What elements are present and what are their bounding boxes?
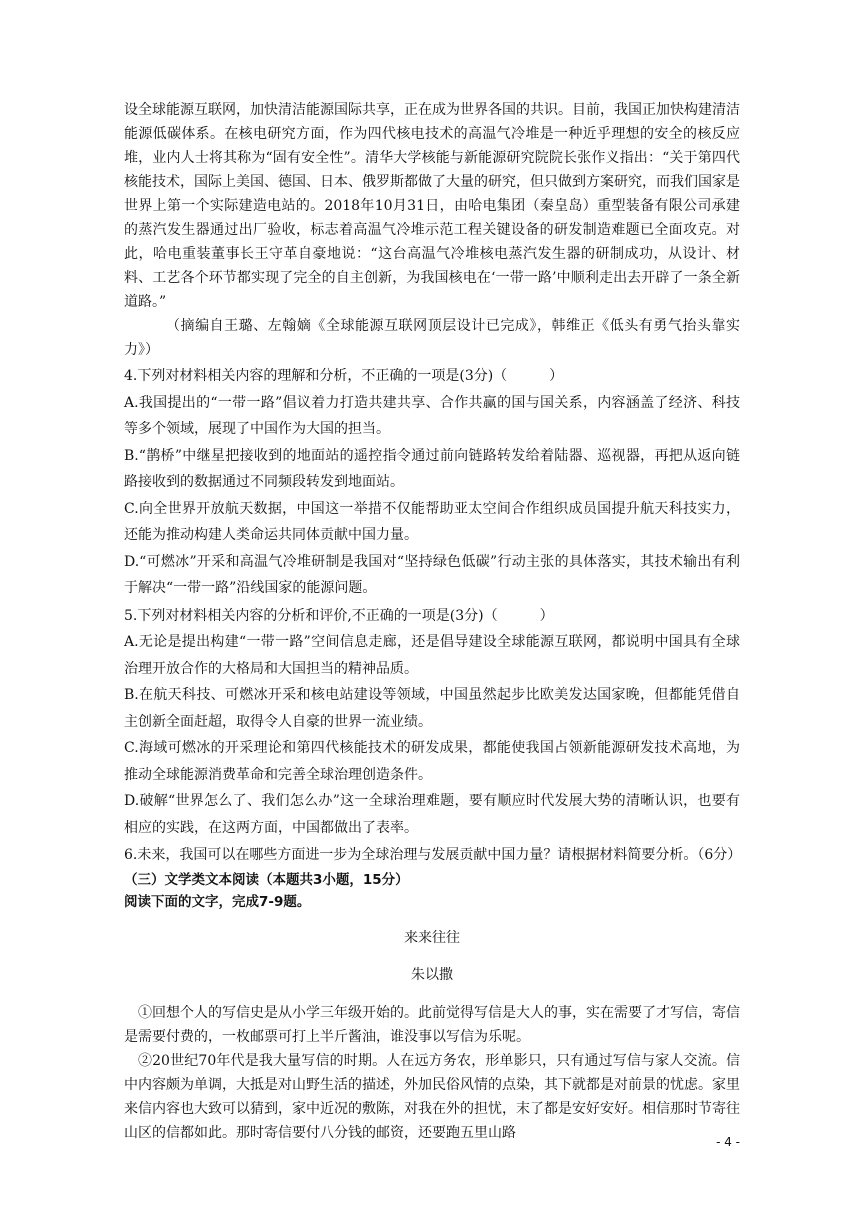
source-citation: （摘编自王璐、左翰嫡《全球能源互联网顶层设计已完成》，韩维正《低头有勇气抬头靠实力》）	[124, 318, 740, 358]
option-b: B.在航天科技、可燃冰开采和核电站建设等领域，中国虽然起步比欧美发达国家晚，但都能凭借自主创新全面赶超，取得令人自豪的世界一流业绩。	[124, 687, 740, 730]
question-stem: 5.下列对材料相关内容的分析和评价,不正确的一项是(3分)（ ）	[124, 607, 554, 624]
essay-paragraph: ①回想个人的写信史是从小学三年级开始的。此前觉得写信是大人的事，实在需要了才写信，寄信是需要付费的，一枚邮票可打上半斤酱油，谁没事以写信为乐呢。	[124, 1004, 740, 1045]
section-heading: （三）文学类文本阅读（本题共3小题，15分）	[124, 871, 409, 888]
question-6	[124, 842, 740, 869]
option-b: B.“鹊桥”中继星把接收到的地面站的遥控指令通过前向链路转发给着陆器、巡视器，再把从返向链路接收到的数据通过不同频段转发到地面站。	[124, 447, 740, 490]
passage-paragraph: 设全球能源互联网，加快清洁能源国际共享，正在成为世界各国的共识。目前，我国正加快构建清洁能源低碳体系。在核电研究方面，作为四代核电技术的高温气冷堆是一种近乎理想的安全的核反应堆，业内人士将其称为“固有安全性”。清华大学核能与新能源研究院院长张作义指出：“关于第四代核能技术，国际上美国、德国、日本、俄罗斯都做了大量的研究，但只做到方案研究，而我们国家是世界上第一个实际建造电站的。2018年10月31日，由哈电集团（秦皇岛）重型装备有限公司承建的蒸汽发生器通过出厂验收，标志着高温气冷堆示范工程关键设备的研发制造难题已全面攻克。对此，哈电重装董事长王守革自豪地说：“这台高温气冷堆核电蒸汽发生器的研制成功，从设计、材料、工艺各个环节都实现了完全的自主创新，为我国核电在‘一带一路’中顺利走出去开辟了一条全新道路。”	[124, 102, 740, 310]
option-d: D.“可燃冰”开采和高温气冷堆研制是我国对“坚持绿色低碳”行动主张的具体落实，其技术输出有利于解决“一带一路”沿线国家的能源问题。	[124, 553, 740, 596]
option-a: A.我国提出的“一带一路”倡议着力打造共建共享、合作共赢的国与国关系，内容涵盖了经济、科技等多个领域，展现了中国作为大国的担当。	[124, 394, 740, 437]
question-stem: 6.未来，我国可以在哪些方面进一步为全球治理与发展贡献中国力量？请根据材料简要分析。（6分）	[124, 847, 742, 863]
question-stem: 4.下列对材料相关内容的理解和分析，不正确的一项是(3分)（ ）	[124, 368, 564, 384]
section-instruction: 阅读下面的文字，完成7-9题。	[124, 893, 311, 910]
option-a: A.无论是提出构建“一带一路”空间信息走廊，还是倡导建设全球能源互联网，都说明中国具有全球治理开放合作的大格局和大国担当的精神品质。	[124, 634, 740, 677]
question-5	[124, 603, 740, 842]
essay-title: 来来往往	[404, 929, 460, 946]
option-d: D.破解“世界怎么了、我们怎么办”这一全球治理难题，要有顺应时代发展大势的清晰认识，也要有相应的实践，在这两方面，中国都做出了表率。	[124, 793, 740, 836]
question-4	[124, 363, 740, 602]
essay-author: 朱以撒	[411, 966, 453, 983]
option-c: C.海域可燃冰的开采理论和第四代核能技术的研发成果，都能使我国占领新能源研发技术高地，为推动全球能源消费革命和完善全球治理创造条件。	[124, 740, 740, 783]
page-number: - 4 -	[716, 1135, 740, 1149]
essay-paragraph: ②20世纪70年代是我大量写信的时期。人在远方务农，形单影只，只有通过写信与家人交流。信中内容颇为单调，大抵是对山野生活的描述，外加民俗风情的点染，其下就都是对前景的忧虑。家里来信内容也大致可以猜到，家中近况的敷陈，对我在外的担忧，末了都是安好安好。相信那时节寄往山区的信都如此。那时寄信要付八分钱的邮资，还要跑五里山路	[124, 1052, 740, 1141]
document-body	[124, 98, 740, 1145]
option-c: C.向全世界开放航天数据，中国这一举措不仅能帮助亚太空间合作组织成员国提升航天科技实力，还能为推动构建人类命运共同体贡献中国力量。	[124, 500, 740, 543]
